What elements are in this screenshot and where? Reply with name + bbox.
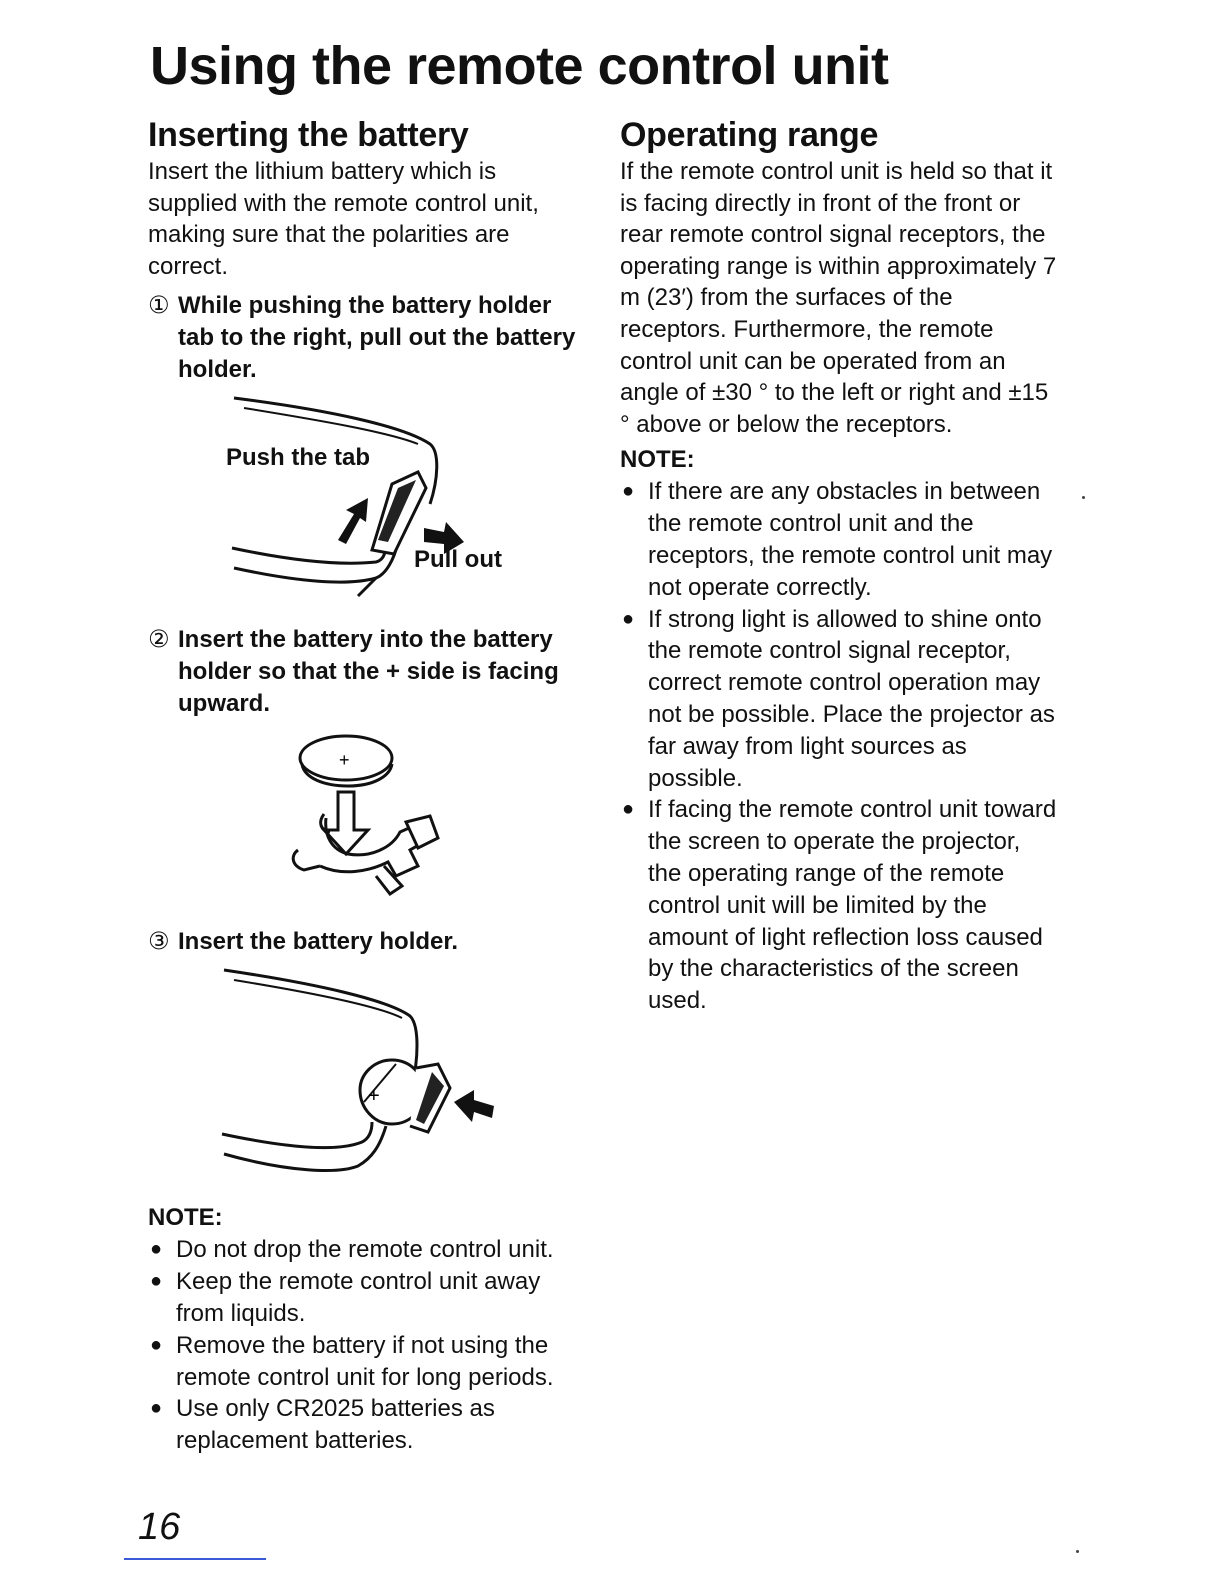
list-item: ● Keep the remote control unit away from liquids. bbox=[150, 1268, 541, 1327]
right-note-heading: NOTE: bbox=[620, 446, 695, 474]
remote-insert-holder-illustration bbox=[148, 962, 578, 1198]
bullet-icon: ● bbox=[150, 1333, 163, 1356]
remote-pull-out-illustration bbox=[148, 392, 578, 624]
bullet-icon: ● bbox=[622, 607, 635, 630]
page-title: Using the remote control unit bbox=[150, 36, 889, 96]
right-column bbox=[620, 114, 1060, 1017]
figure-insert-holder bbox=[148, 962, 578, 1198]
left-column bbox=[148, 114, 578, 1457]
step-2-number: ② bbox=[148, 626, 170, 654]
scan-speck bbox=[1082, 496, 1085, 499]
bullet-icon: ● bbox=[150, 1238, 163, 1261]
step-3 bbox=[148, 926, 578, 958]
section-heading-inserting-battery: Inserting the battery bbox=[148, 116, 469, 154]
figure-pull-out-holder bbox=[148, 392, 578, 624]
battery-into-holder-illustration bbox=[148, 726, 578, 926]
list-item: ● If strong light is allowed to shine onto the remote control signal receptor, correct remote control operation may not be possible. Place the projector as far away from light sources as possible. bbox=[622, 605, 1055, 792]
left-notes-list bbox=[148, 1234, 578, 1457]
plus-sign-holder-label: + bbox=[368, 1085, 380, 1108]
step-1-text: While pushing the battery holder tab to the right, pull out the battery holder. bbox=[178, 292, 576, 384]
pull-out-label: Pull out bbox=[414, 546, 502, 574]
bullet-icon: ● bbox=[150, 1397, 163, 1420]
list-item: ● Do not drop the remote control unit. bbox=[148, 1234, 578, 1266]
list-item: ● Use only CR2025 batteries as replacement batteries. bbox=[150, 1395, 495, 1455]
step-2-text: Insert the battery into the battery holder so that the + side is facing upward. bbox=[178, 626, 559, 718]
right-notes-list bbox=[620, 476, 1060, 1017]
step-2 bbox=[148, 624, 578, 720]
bullet-icon: ● bbox=[150, 1270, 163, 1293]
list-item: ● If facing the remote control unit toward the screen to operate the projector, the operating range of the remote control unit will be limited by the amount of light reflection loss caused by the characteristics of the screen used. bbox=[622, 796, 1057, 1015]
step-3-number: ③ bbox=[148, 928, 170, 956]
list-item: ● Remove the battery if not using the remote control unit for long periods. bbox=[150, 1331, 554, 1391]
section-heading-operating-range: Operating range bbox=[620, 116, 879, 154]
push-the-tab-label: Push the tab bbox=[226, 444, 371, 472]
step-1-number: ① bbox=[148, 292, 170, 320]
bullet-icon: ● bbox=[622, 480, 635, 503]
plus-sign-label: + bbox=[339, 750, 350, 771]
page-number: 16 bbox=[138, 1506, 181, 1548]
figure-insert-battery bbox=[148, 726, 578, 926]
battery-intro-text: Insert the lithium battery which is supplied with the remote control unit, making sure that the polarities are correct. bbox=[148, 158, 539, 280]
step-3-text: Insert the battery holder. bbox=[178, 928, 459, 956]
insert-arrow-icon bbox=[454, 1090, 494, 1122]
bottom-rule bbox=[124, 1558, 266, 1560]
operating-range-text: If the remote control unit is held so that it is facing directly in front of the front or rear remote control signal receptors, the operating range is within approximately 7 m (23′) from the surfaces of the receptors. Furthermore, the remote control unit can be operated from an angle of ±30 ° to the left or right and ±15 ° above or below the receptors. bbox=[620, 158, 1057, 438]
bullet-icon: ● bbox=[622, 798, 635, 821]
left-note-heading: NOTE: bbox=[148, 1204, 223, 1232]
step-1 bbox=[148, 290, 578, 386]
push-arrow-icon bbox=[338, 498, 368, 544]
list-item: ● If there are any obstacles in between the remote control unit and the receptors, the remote control unit may not operate correctly. bbox=[622, 478, 1053, 601]
scan-speck bbox=[1076, 1550, 1079, 1553]
down-arrow-icon bbox=[324, 792, 368, 854]
